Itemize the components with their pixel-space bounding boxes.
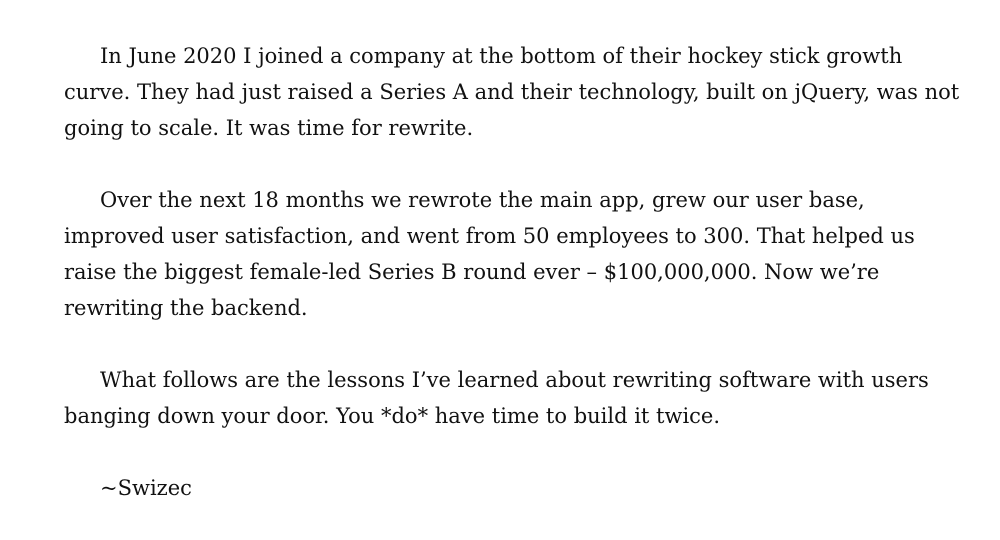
signature: ~Swizec (100, 476, 192, 500)
paragraph-lessons: What follows are the lessons I’ve learned about rewriting software with users banging down your door. You *do* have time to build it twice. (64, 368, 929, 428)
paragraph-rewrite-results: Over the next 18 months we rewrote the main app, grew our user base, improved user satisfaction, and went from 50 employees to 300. That helped us raise the biggest female-led Series B round ever – $100,000,000. Now we’re rewriting the backend. (64, 188, 915, 320)
paragraph-intro: In June 2020 I joined a company at the bottom of their hockey stick growth curve. They had just raised a Series A and their technology, built on jQuery, was not going to scale. It was time for rewrite. (64, 44, 960, 140)
